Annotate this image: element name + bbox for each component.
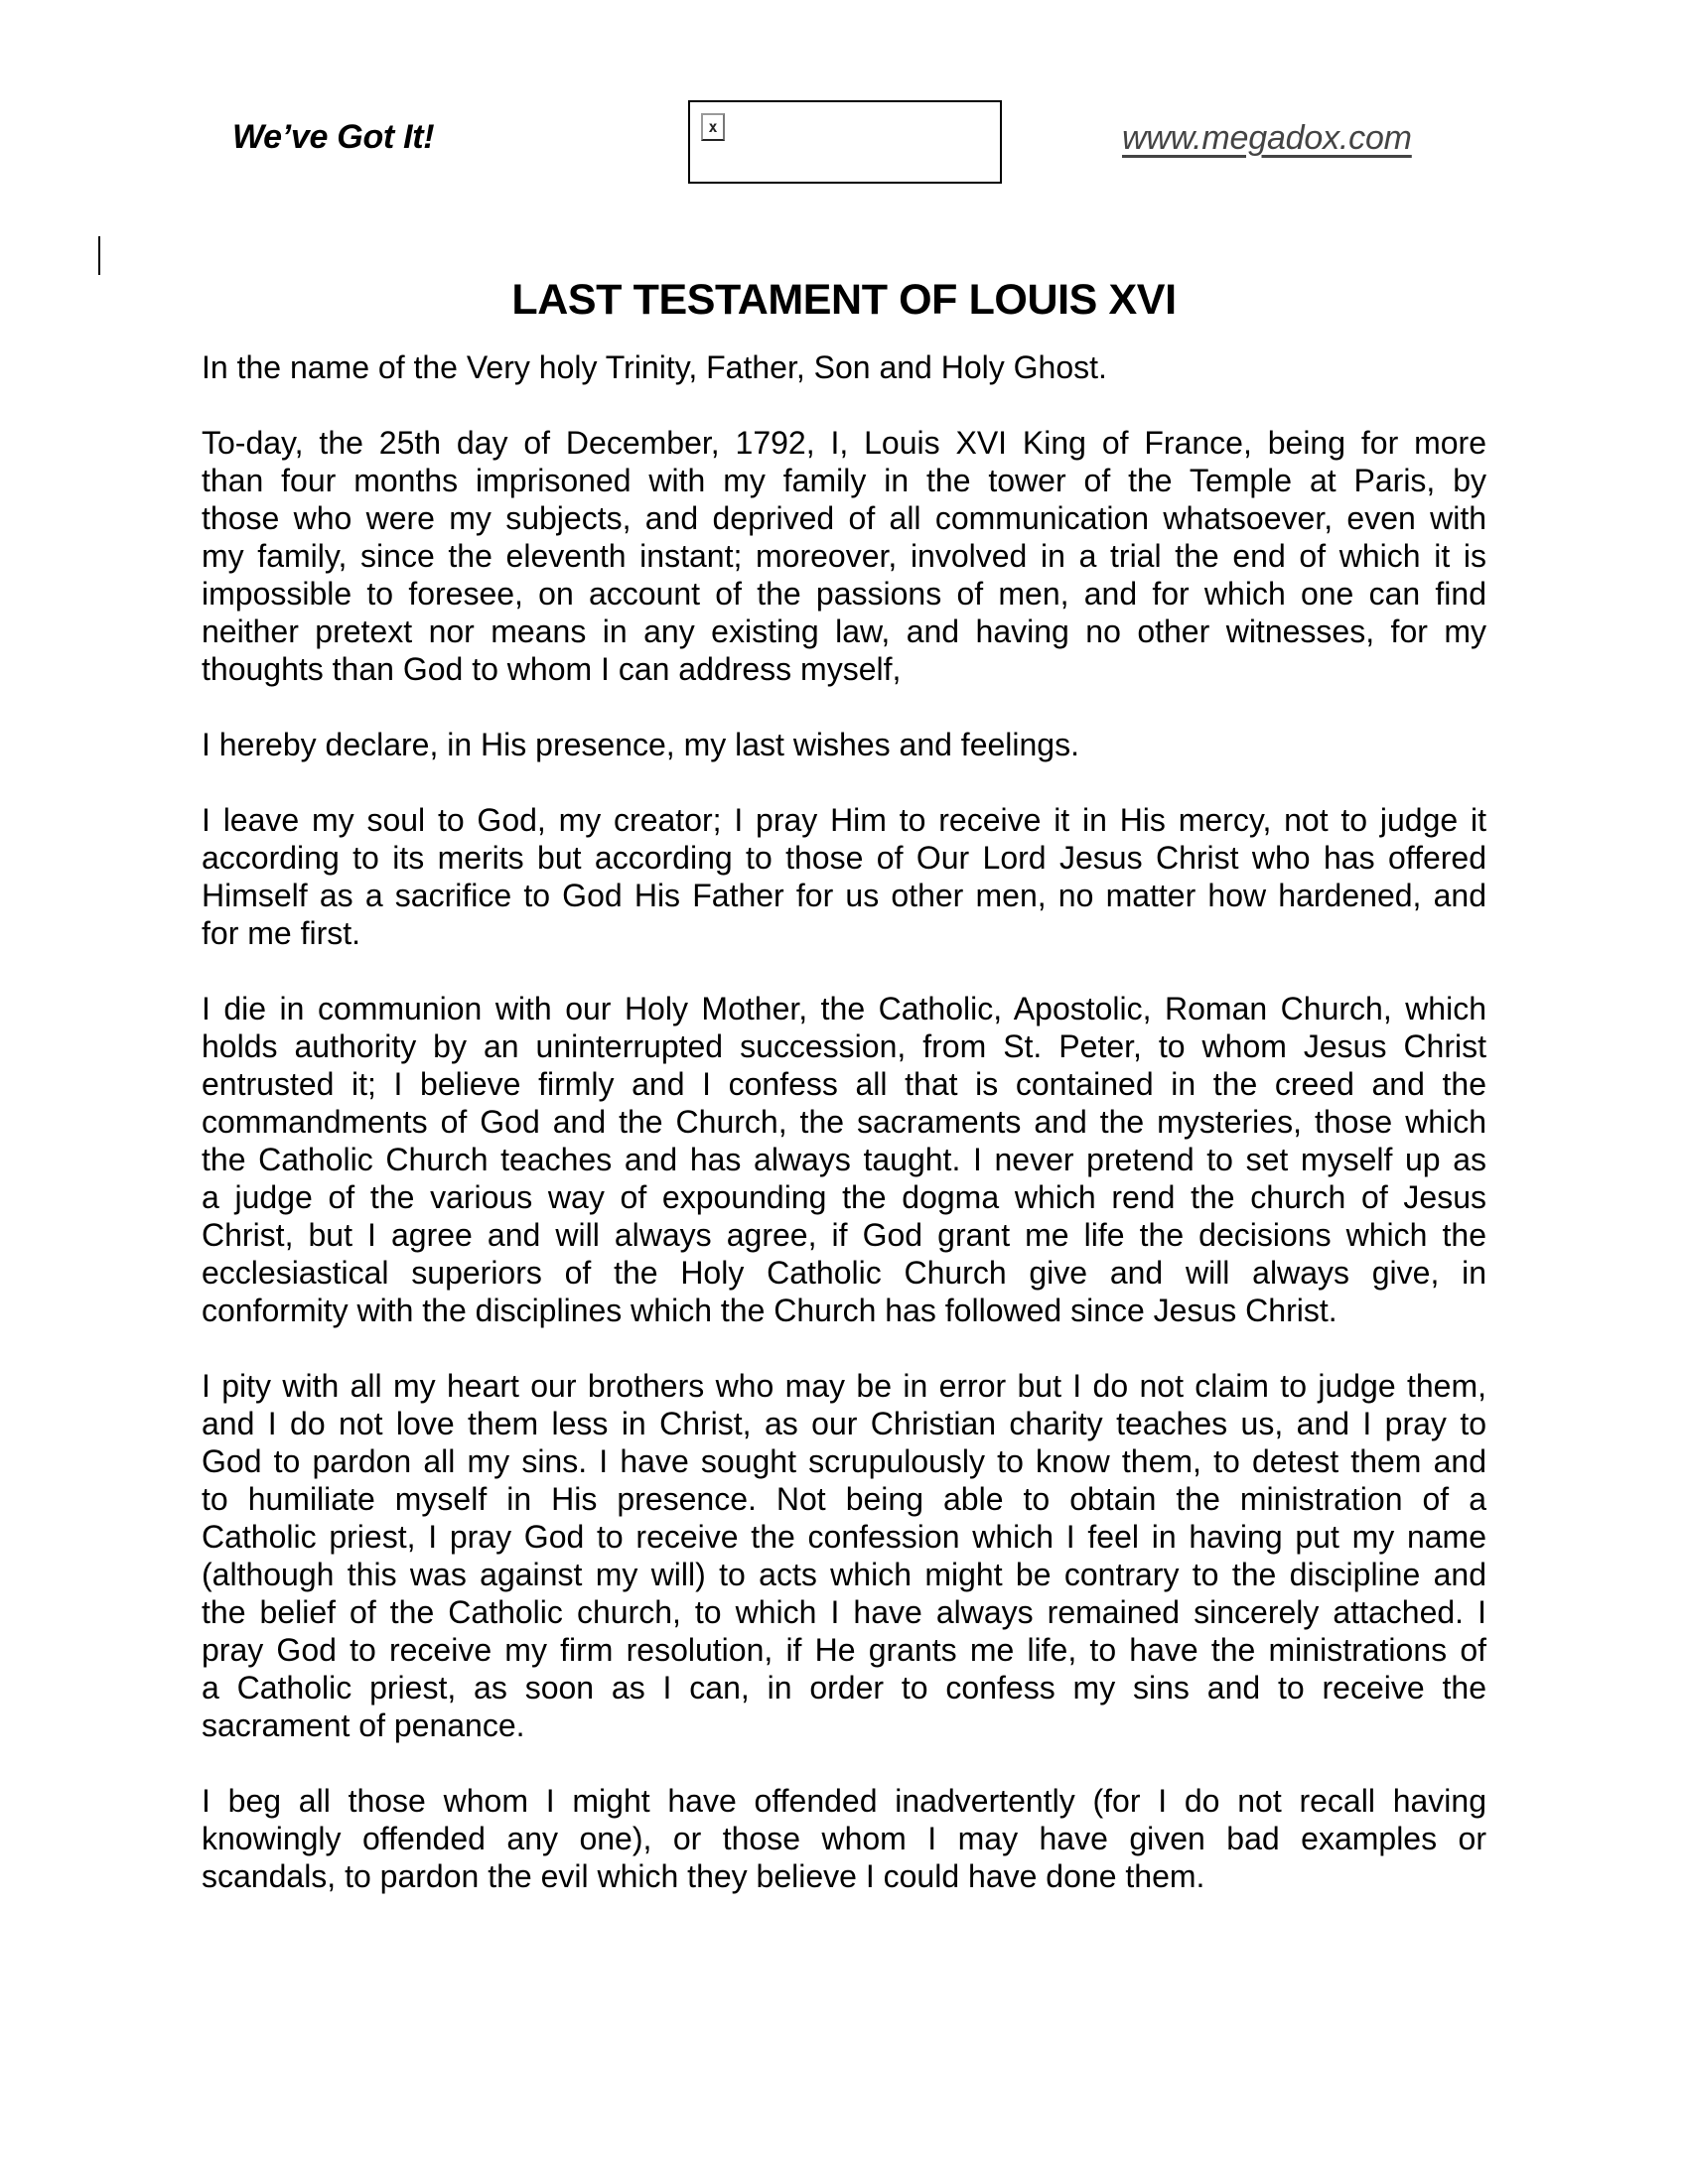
paragraph-line: a Catholic priest, as soon as I can, in order to confess my sins and to receive the	[202, 1670, 1486, 1706]
paragraph-line: conformity with the disciplines which the Church has followed since Jesus Christ.	[202, 1293, 1337, 1328]
paragraph-line: I pity with all my heart our brothers who may be in error but I do not claim to judge them,	[202, 1368, 1486, 1404]
paragraph-line: impossible to foresee, on account of the passions of men, and for which one can find	[202, 576, 1486, 612]
document-title: LAST TESTAMENT OF LOUIS XVI	[511, 276, 1177, 324]
paragraph-line: I die in communion with our Holy Mother, the Catholic, Apostolic, Roman Church, which	[202, 991, 1486, 1026]
paragraph-line: To-day, the 25th day of December, 1792, I, Louis XVI King of France, being for more	[202, 425, 1486, 461]
paragraph-line: thoughts than God to whom I can address myself,	[202, 651, 902, 687]
paragraph-line: I leave my soul to God, my creator; I pray Him to receive it in His mercy, not to judge it	[202, 802, 1486, 838]
broken-image-icon: x	[701, 113, 725, 141]
paragraph-line: and I do not love them less in Christ, as our Christian charity teaches us, and I pray to	[202, 1406, 1486, 1441]
paragraph-line: God to pardon all my sins. I have sought scrupulously to know them, to detest them and	[202, 1443, 1486, 1479]
text-cursor-bar	[98, 236, 100, 275]
paragraph-line: scandals, to pardon the evil which they believe I could have done them.	[202, 1858, 1205, 1894]
paragraph-line: to humiliate myself in His presence. Not being able to obtain the ministration of a	[202, 1481, 1486, 1517]
paragraph-line: according to its merits but according to those of Our Lord Jesus Christ who has offered	[202, 840, 1486, 876]
paragraph-line: the belief of the Catholic church, to which I have always remained sincerely attached. I	[202, 1594, 1486, 1630]
paragraph	[202, 424, 1486, 688]
paragraph	[202, 1367, 1486, 1744]
paragraph	[202, 990, 1486, 1329]
paragraph	[202, 726, 1486, 763]
paragraph-line: the Catholic Church teaches and has always taught. I never pretend to set myself up as	[202, 1142, 1486, 1177]
paragraph-line: my family, since the eleventh instant; moreover, involved in a trial the end of which it is	[202, 538, 1486, 574]
paragraph-line: those who were my subjects, and deprived of all communication whatsoever, even with	[202, 500, 1486, 536]
paragraph-line: ecclesiastical superiors of the Holy Catholic Church give and will always give, in	[202, 1255, 1486, 1291]
paragraph-line: I hereby declare, in His presence, my last wishes and feelings.	[202, 727, 1079, 762]
website-link[interactable]: www.megadox.com	[1122, 119, 1412, 157]
header-tagline: We’ve Got It!	[232, 118, 435, 156]
paragraph	[202, 1782, 1486, 1895]
paragraph-line: commandments of God and the Church, the sacraments and the mysteries, those which	[202, 1104, 1486, 1140]
paragraph-line: I beg all those whom I might have offended inadvertently (for I do not recall having	[202, 1783, 1486, 1819]
paragraph-line: sacrament of penance.	[202, 1707, 525, 1743]
paragraph-line: Christ, but I agree and will always agree, if God grant me life the decisions which the	[202, 1217, 1486, 1253]
paragraph-line: a judge of the various way of expounding the dogma which rend the church of Jesus	[202, 1179, 1486, 1215]
paragraph-line: for me first.	[202, 915, 361, 951]
paragraph-line: entrusted it; I believe firmly and I confess all that is contained in the creed and the	[202, 1066, 1486, 1102]
paragraph-line: (although this was against my will) to acts which might be contrary to the discipline and	[202, 1557, 1486, 1592]
paragraph-line: Catholic priest, I pray God to receive the confession which I feel in having put my name	[202, 1519, 1486, 1555]
paragraph-line: pray God to receive my firm resolution, if He grants me life, to have the ministrations of	[202, 1632, 1486, 1668]
paragraph-line: holds authority by an uninterrupted succession, from St. Peter, to whom Jesus Christ	[202, 1028, 1486, 1064]
document-body	[202, 348, 1486, 1933]
paragraph	[202, 801, 1486, 952]
header-image-placeholder	[688, 100, 1002, 184]
paragraph-line: than four months imprisoned with my family in the tower of the Temple at Paris, by	[202, 463, 1486, 498]
paragraph-line: Himself as a sacrifice to God His Father for us other men, no matter how hardened, and	[202, 878, 1486, 913]
paragraph-line: knowingly offended any one), or those whom I may have given bad examples or	[202, 1821, 1486, 1856]
paragraph-line: neither pretext nor means in any existing law, and having no other witnesses, for my	[202, 614, 1486, 649]
paragraph-line: In the name of the Very holy Trinity, Father, Son and Holy Ghost.	[202, 349, 1107, 385]
paragraph	[202, 348, 1486, 386]
